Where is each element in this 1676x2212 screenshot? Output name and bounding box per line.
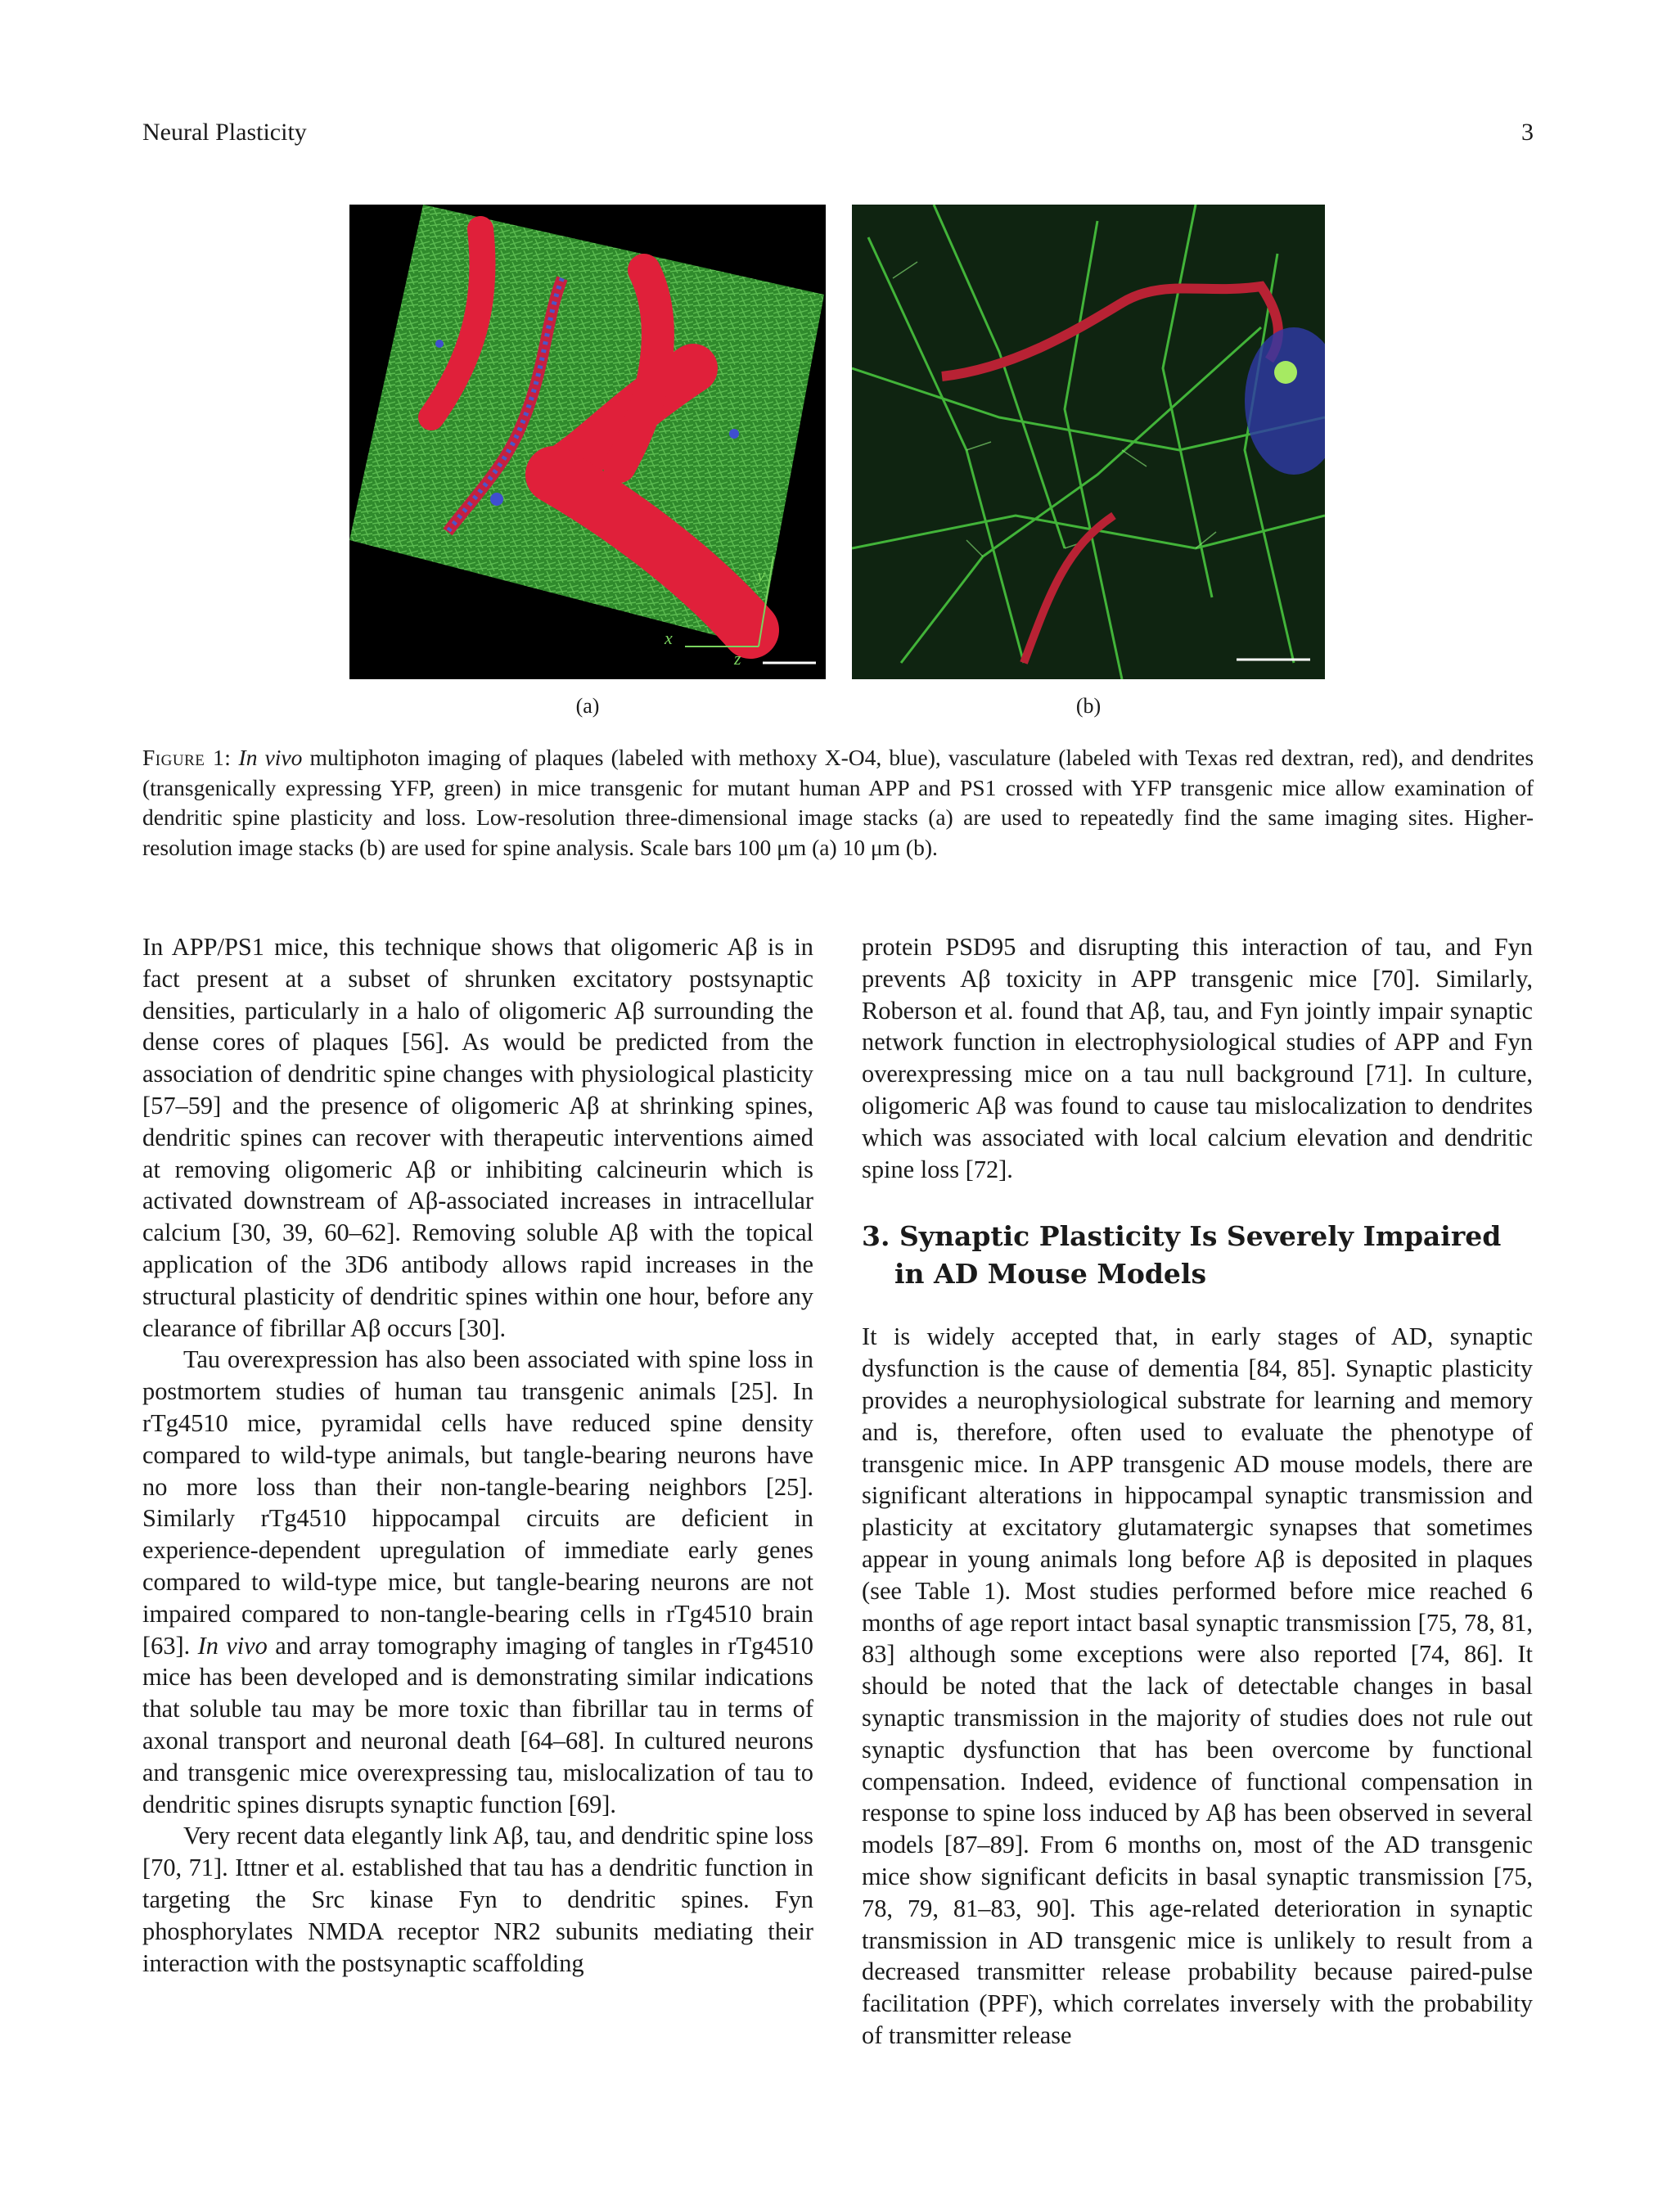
- plaque: [490, 493, 503, 506]
- left-column: [142, 931, 813, 1979]
- paragraph: protein PSD95 and disrupting this interaction of tau, and Fyn prevents Aβ toxicity in APP transgenic mice [70]. Similarly, Roberson et al. found that Aβ, tau, and Fyn jointly impair synaptic network function in electrophysiological studies of APP and Fyn overexpressing mice on a tau null background [71]. In culture, oligomeric Aβ was found to cause tau mislocalization to dendrites which was associated with local calcium elevation and dendritic spine loss [72].: [862, 933, 1533, 1183]
- axis-x-label: x: [665, 628, 673, 648]
- paragraph: In APP/PS1 mice, this technique shows that oligomeric Aβ is in fact present at a subset of shrunken excitatory postsynaptic densities, particularly in a halo of oligomeric Aβ surrounding the dense cores of plaques [56]. As would be predicted from the association of dendritic spine changes with physiological plasticity [57–59] and the presence of oligomeric Aβ at shrinking spines, dendritic spines can recover with therapeutic interventions aimed at removing oligomeric Aβ or inhibiting calcineurin which is activated downstream of Aβ-associated increases in intracellular calcium [30, 39, 60–62]. Removing soluble Aβ with the topical application of the 3D6 antibody allows rapid increases in the structural plasticity of dendritic spines within one hour, before any clearance of fibrillar Aβ occurs [30].: [142, 933, 813, 1342]
- panel-label-b: (b): [1075, 694, 1102, 718]
- caption-lead-italic: In vivo: [238, 745, 303, 770]
- paragraph: It is widely accepted that, in early stages of AD, synaptic dysfunction is the cause of dementia [84, 85]. Synaptic plasticity provides a neurophysiological substrate for learning and memory and is, therefore, often used to evaluate the phenotype of transgenic mice. In APP transgenic AD mouse models, there are significant alterations in hippocampal synaptic transmission and plasticity at excitatory glutamatergic synapses that sometimes appear in young animals long before Aβ is deposited in plaques (see Table 1). Most studies performed before mice reached 6 months of age report intact basal synaptic transmission [75, 78, 81, 83] although some exceptions were also reported [74, 86]. It should be noted that the lack of detectable changes in basal synaptic transmission in the majority of studies does not rule out synaptic dysfunction that has been overcome by functional compensation. Indeed, evidence of functional compensation in response to spine loss induced by Aβ has been observed in several models [87–89]. From 6 months on, most of the AD transgenic mice show significant deficits in basal synaptic transmission [75, 78, 79, 81–83, 90]. This age-related deterioration in synaptic transmission in AD transgenic mice is unlikely to result from a decreased transmitter release probability because paired-pulse facilitation (PPF), which correlates inversely with the probability of transmitter release: [862, 1322, 1533, 2049]
- paragraph: [142, 1344, 813, 1820]
- figure-tag: Figure 1:: [142, 745, 232, 770]
- figure-caption: [142, 743, 1534, 863]
- figure-panel-b: [852, 205, 1325, 679]
- paragraph-text: and array tomography imaging of tangles in rTg4510 mice has been developed and is demonstrating similar indications that soluble tau may be more toxic than fibrillar tau in terms of axonal transport and neuronal death [64–68]. In cultured neurons and transgenic mice overexpressing tau, mislocalization of tau to dendritic spines disrupts synaptic function [69].: [142, 1631, 814, 1818]
- axis-z-label: z: [734, 648, 741, 669]
- running-head: Neural Plasticity: [142, 119, 307, 146]
- panel-label-a: (a): [575, 694, 600, 718]
- micrograph-3d-stack: [349, 205, 826, 679]
- plaque: [729, 429, 739, 439]
- axis-y-label: y: [757, 565, 765, 585]
- section-heading: 3. Synaptic Plasticity Is Severely Impaired in AD Mouse Models: [862, 1220, 1502, 1291]
- paragraph-text: Tau overexpression has also been associated with spine loss in postmortem studies of human tau transgenic animals [25]. In rTg4510 mice, pyramidal cells have reduced spine density compared to wild-type animals, but tangle-bearing neurons have no more loss than their non-tangle-bearing neighbors [25]. Similarly rTg4510 hippocampal circuits are deficient in experience-dependent upregulation of immediate early genes compared to wild-type mice, but tangle-bearing neurons are not impaired compared to non-tangle-bearing cells in rTg4510 brain [63].: [142, 1345, 813, 1660]
- caption-body: multiphoton imaging of plaques (labeled with methoxy X-O4, blue), vasculature (labeled with Texas red dextran, red), and dendrites (transgenically expressing YFP, green) in mice transgenic for mutant human APP and PS1 crossed with YFP transgenic mice allow examination of dendritic spine plasticity and loss. Low-resolution three-dimensional image stacks (a) are used to repeatedly find the same imaging sites. Higher-resolution image stacks (b) are used for spine analysis. Scale bars 100 μm (a) 10 μm (b).: [142, 745, 1534, 860]
- plaque: [435, 340, 444, 348]
- paragraph-italic: In vivo: [197, 1631, 268, 1660]
- right-column: [862, 931, 1533, 2052]
- paragraph: Very recent data elegantly link Aβ, tau, and dendritic spine loss [70, 71]. Ittner et al. established that tau has a dendritic function in targeting the Src kinase Fyn to dendritic spines. Fyn phosphorylates NMDA receptor NR2 subunits mediating their interaction with the postsynaptic scaffolding: [142, 1822, 813, 1977]
- figure-panel-a: [349, 205, 826, 679]
- dystrophic-neurite: [1274, 361, 1297, 384]
- micrograph-high-res: [852, 205, 1325, 679]
- page-number: 3: [1521, 119, 1534, 146]
